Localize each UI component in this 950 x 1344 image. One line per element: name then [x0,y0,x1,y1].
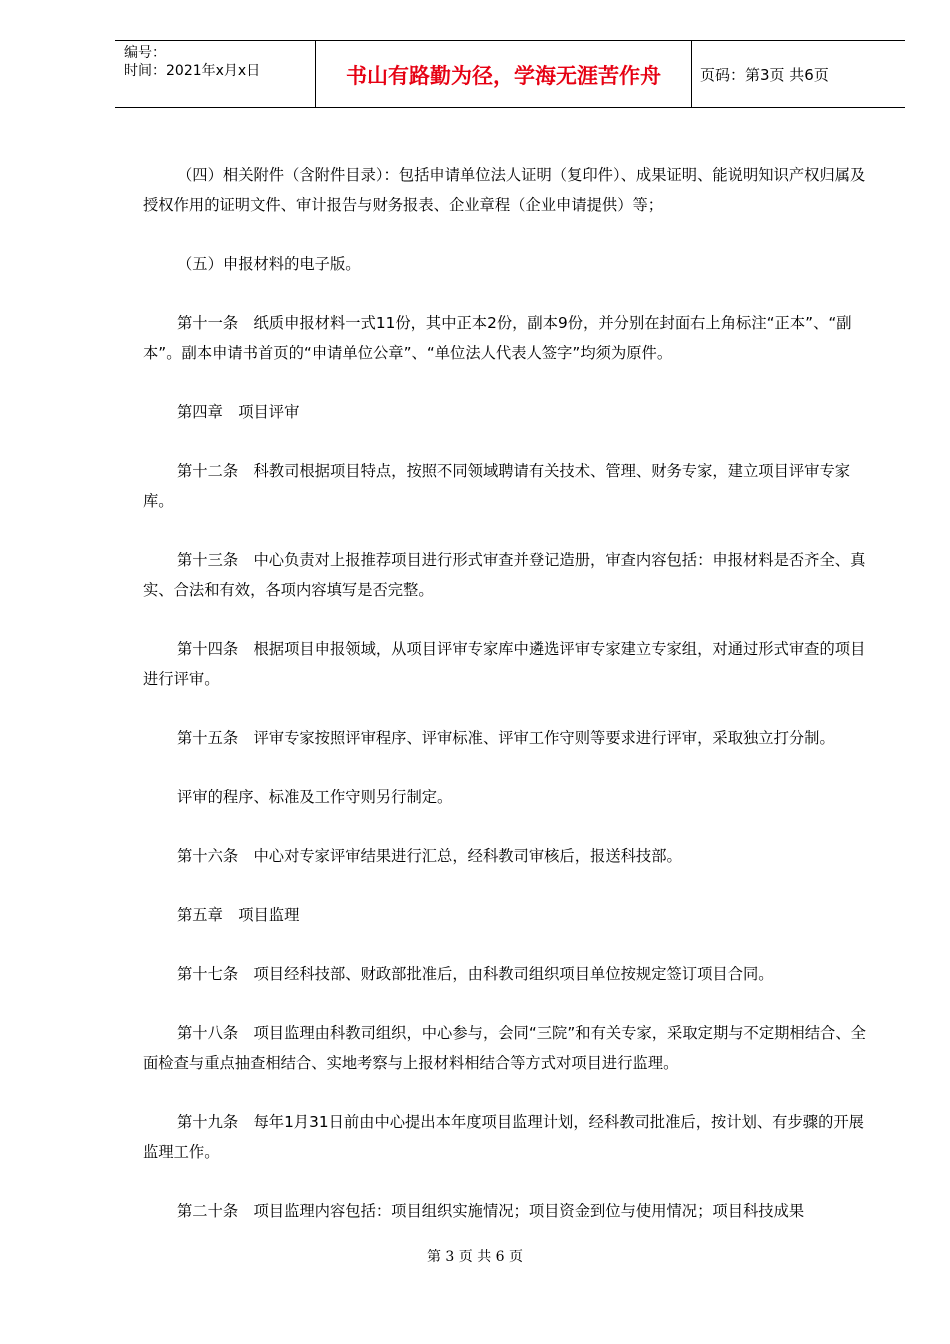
paragraph: 第十四条 根据项目申报领域，从项目评审专家库中遴选评审专家建立专家组，对通过形式审查的项目进行评审。 [143,640,866,688]
paragraph: 第十八条 项目监理由科教司组织，中心参与，会同“三院”和有关专家，采取定期与不定期相结合、全面检查与重点抽查相结合、实地考察与上报材料相结合等方式对项目进行监理。 [143,1024,866,1072]
paragraph: 第十三条 中心负责对上报推荐项目进行形式审查并登记造册，审查内容包括：申报材料是否齐全、真实、合法和有效，各项内容填写是否完整。 [143,551,866,599]
document-time-label: 时间：2021年x月x日 [124,63,261,79]
page-header [115,40,905,108]
chapter-heading: 第五章 项目监理 [177,906,300,924]
paragraph: 第十七条 项目经科技部、财政部批准后，由科教司组织项目单位按规定签订项目合同。 [177,965,774,983]
chapter-heading: 第四章 项目评审 [177,403,300,421]
document-number-label: 编号： [124,45,166,61]
paragraph: 第十九条 每年1月31日前由中心提出本年度项目监理计划，经科教司批准后，按计划、有步骤的开展监理工作。 [143,1113,864,1161]
page-footer: 第 3 页 共 6 页 [426,1249,524,1265]
header-meta-cell [115,41,315,107]
paragraph: （五）申报材料的电子版。 [177,255,361,273]
paragraph: 第十六条 中心对专家评审结果进行汇总，经科教司审核后，报送科技部。 [177,847,682,865]
header-page-info: 页码：第3页 共6页 [700,66,829,84]
paragraph: 第十五条 评审专家按照评审程序、评审标准、评审工作守则等要求进行评审，采取独立打分制。 [177,729,835,747]
document-body [143,160,873,1255]
paragraph: （四）相关附件（含附件目录）：包括申请单位法人证明（复印件）、成果证明、能说明知识产权归属及授权作用的证明文件、审计报告与财务报表、企业章程（企业申请提供）等； [143,166,866,214]
paragraph: 第十一条 纸质申报材料一式11份，其中正本2份，副本9份，并分别在封面右上角标注“正本”、“副本”。副本申请书首页的“申请单位公章”、“单位法人代表人签字”均须为原件。 [143,314,852,362]
header-motto: 书山有路勤为径，学海无涯苦作舟 [346,63,661,88]
paragraph: 第二十条 项目监理内容包括：项目组织实施情况；项目资金到位与使用情况；项目科技成果 [177,1202,805,1220]
paragraph: 第十二条 科教司根据项目特点，按照不同领域聘请有关技术、管理、财务专家，建立项目评审专家库。 [143,462,851,510]
header-page-cell [691,41,905,107]
paragraph: 评审的程序、标准及工作守则另行制定。 [177,788,453,806]
header-motto-cell [315,41,692,107]
